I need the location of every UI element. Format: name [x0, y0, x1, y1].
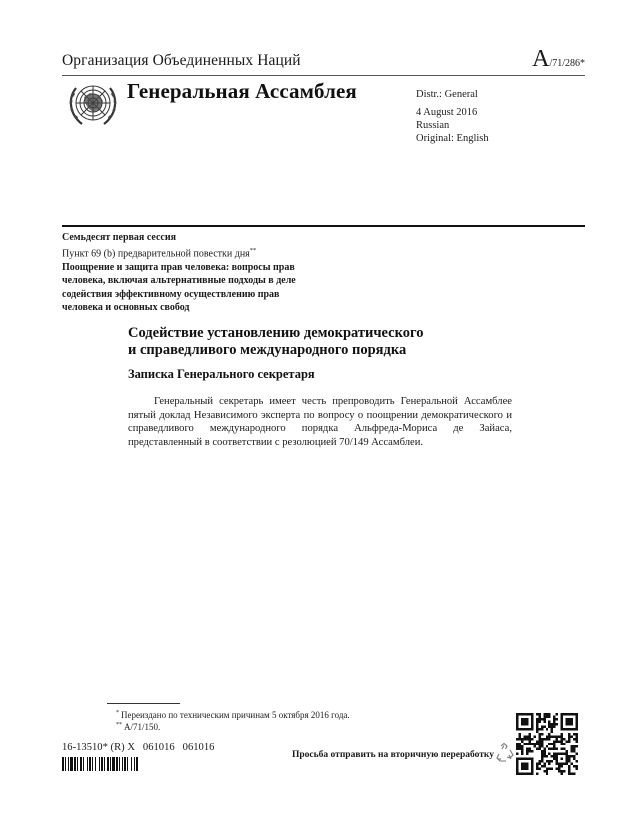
footnote-rule — [107, 703, 180, 704]
original-language: Original: English — [416, 133, 489, 144]
session-title: Семьдесят первая сессия — [62, 232, 177, 243]
footnote-text: A/71/150. — [124, 722, 161, 732]
footnote-marker: * — [116, 710, 119, 716]
body-paragraph: Генеральный секретарь имеет честь препроводить Генеральной Ассамблее пятый доклад Независимого эксперта по вопросу о поощрении демократического и справедливого международного порядка Альфреда-Мориса де Зайаса, представленный в соответствии с резолюцией 70/149 Ассамблеи. — [128, 396, 512, 448]
document-date: 4 August 2016 — [416, 107, 478, 118]
qr-code-icon — [516, 713, 578, 775]
document-title-line: Содействие установлению демократического — [128, 325, 424, 341]
session-block — [62, 231, 332, 314]
footnote-marker: ** — [116, 722, 122, 728]
document-title — [128, 325, 423, 359]
recycle-icon — [493, 742, 515, 764]
assembly-title: Генеральная Ассамблея — [127, 79, 357, 103]
agenda-title-line: содействия эффективному осуществлению прав — [62, 288, 280, 300]
agenda-title-line: Поощрение и защита прав человека: вопросы прав — [62, 261, 295, 273]
document-language: Russian — [416, 120, 450, 131]
recycle-text: Просьба отправить на вторичную переработку — [292, 750, 494, 760]
organization-name: Организация Объединенных Наций — [62, 52, 301, 69]
footnote-text: Переиздано по техническим причинам 5 октября 2016 года. — [121, 710, 350, 720]
agenda-title-line: человека, включая альтернативные подходы в деле — [62, 275, 296, 287]
document-title-line: и справедливого международного порядка — [128, 342, 407, 358]
header-rule — [62, 75, 585, 76]
agenda-item-footnote-marker: ** — [249, 247, 257, 255]
agenda-item-text: Пункт 69 (b) предварительной повестки дня — [62, 248, 250, 260]
footnotes — [116, 708, 350, 732]
document-symbol — [532, 46, 585, 73]
agenda-title-line: человека и основных свобод — [62, 301, 190, 313]
document-symbol-letter: A — [532, 46, 550, 72]
agenda-item — [62, 244, 332, 261]
footnote — [116, 708, 350, 720]
job-number: 16-13510* (R) X 061016 061016 — [62, 742, 215, 753]
distribution: Distr.: General — [416, 89, 478, 100]
distribution-block — [416, 88, 489, 145]
document-symbol-number: /71/286* — [549, 58, 585, 69]
footnote — [116, 720, 350, 732]
section-rule — [62, 225, 585, 227]
barcode-icon — [62, 757, 166, 771]
un-emblem-icon — [66, 80, 120, 128]
note-title: Записка Генерального секретаря — [128, 367, 315, 381]
